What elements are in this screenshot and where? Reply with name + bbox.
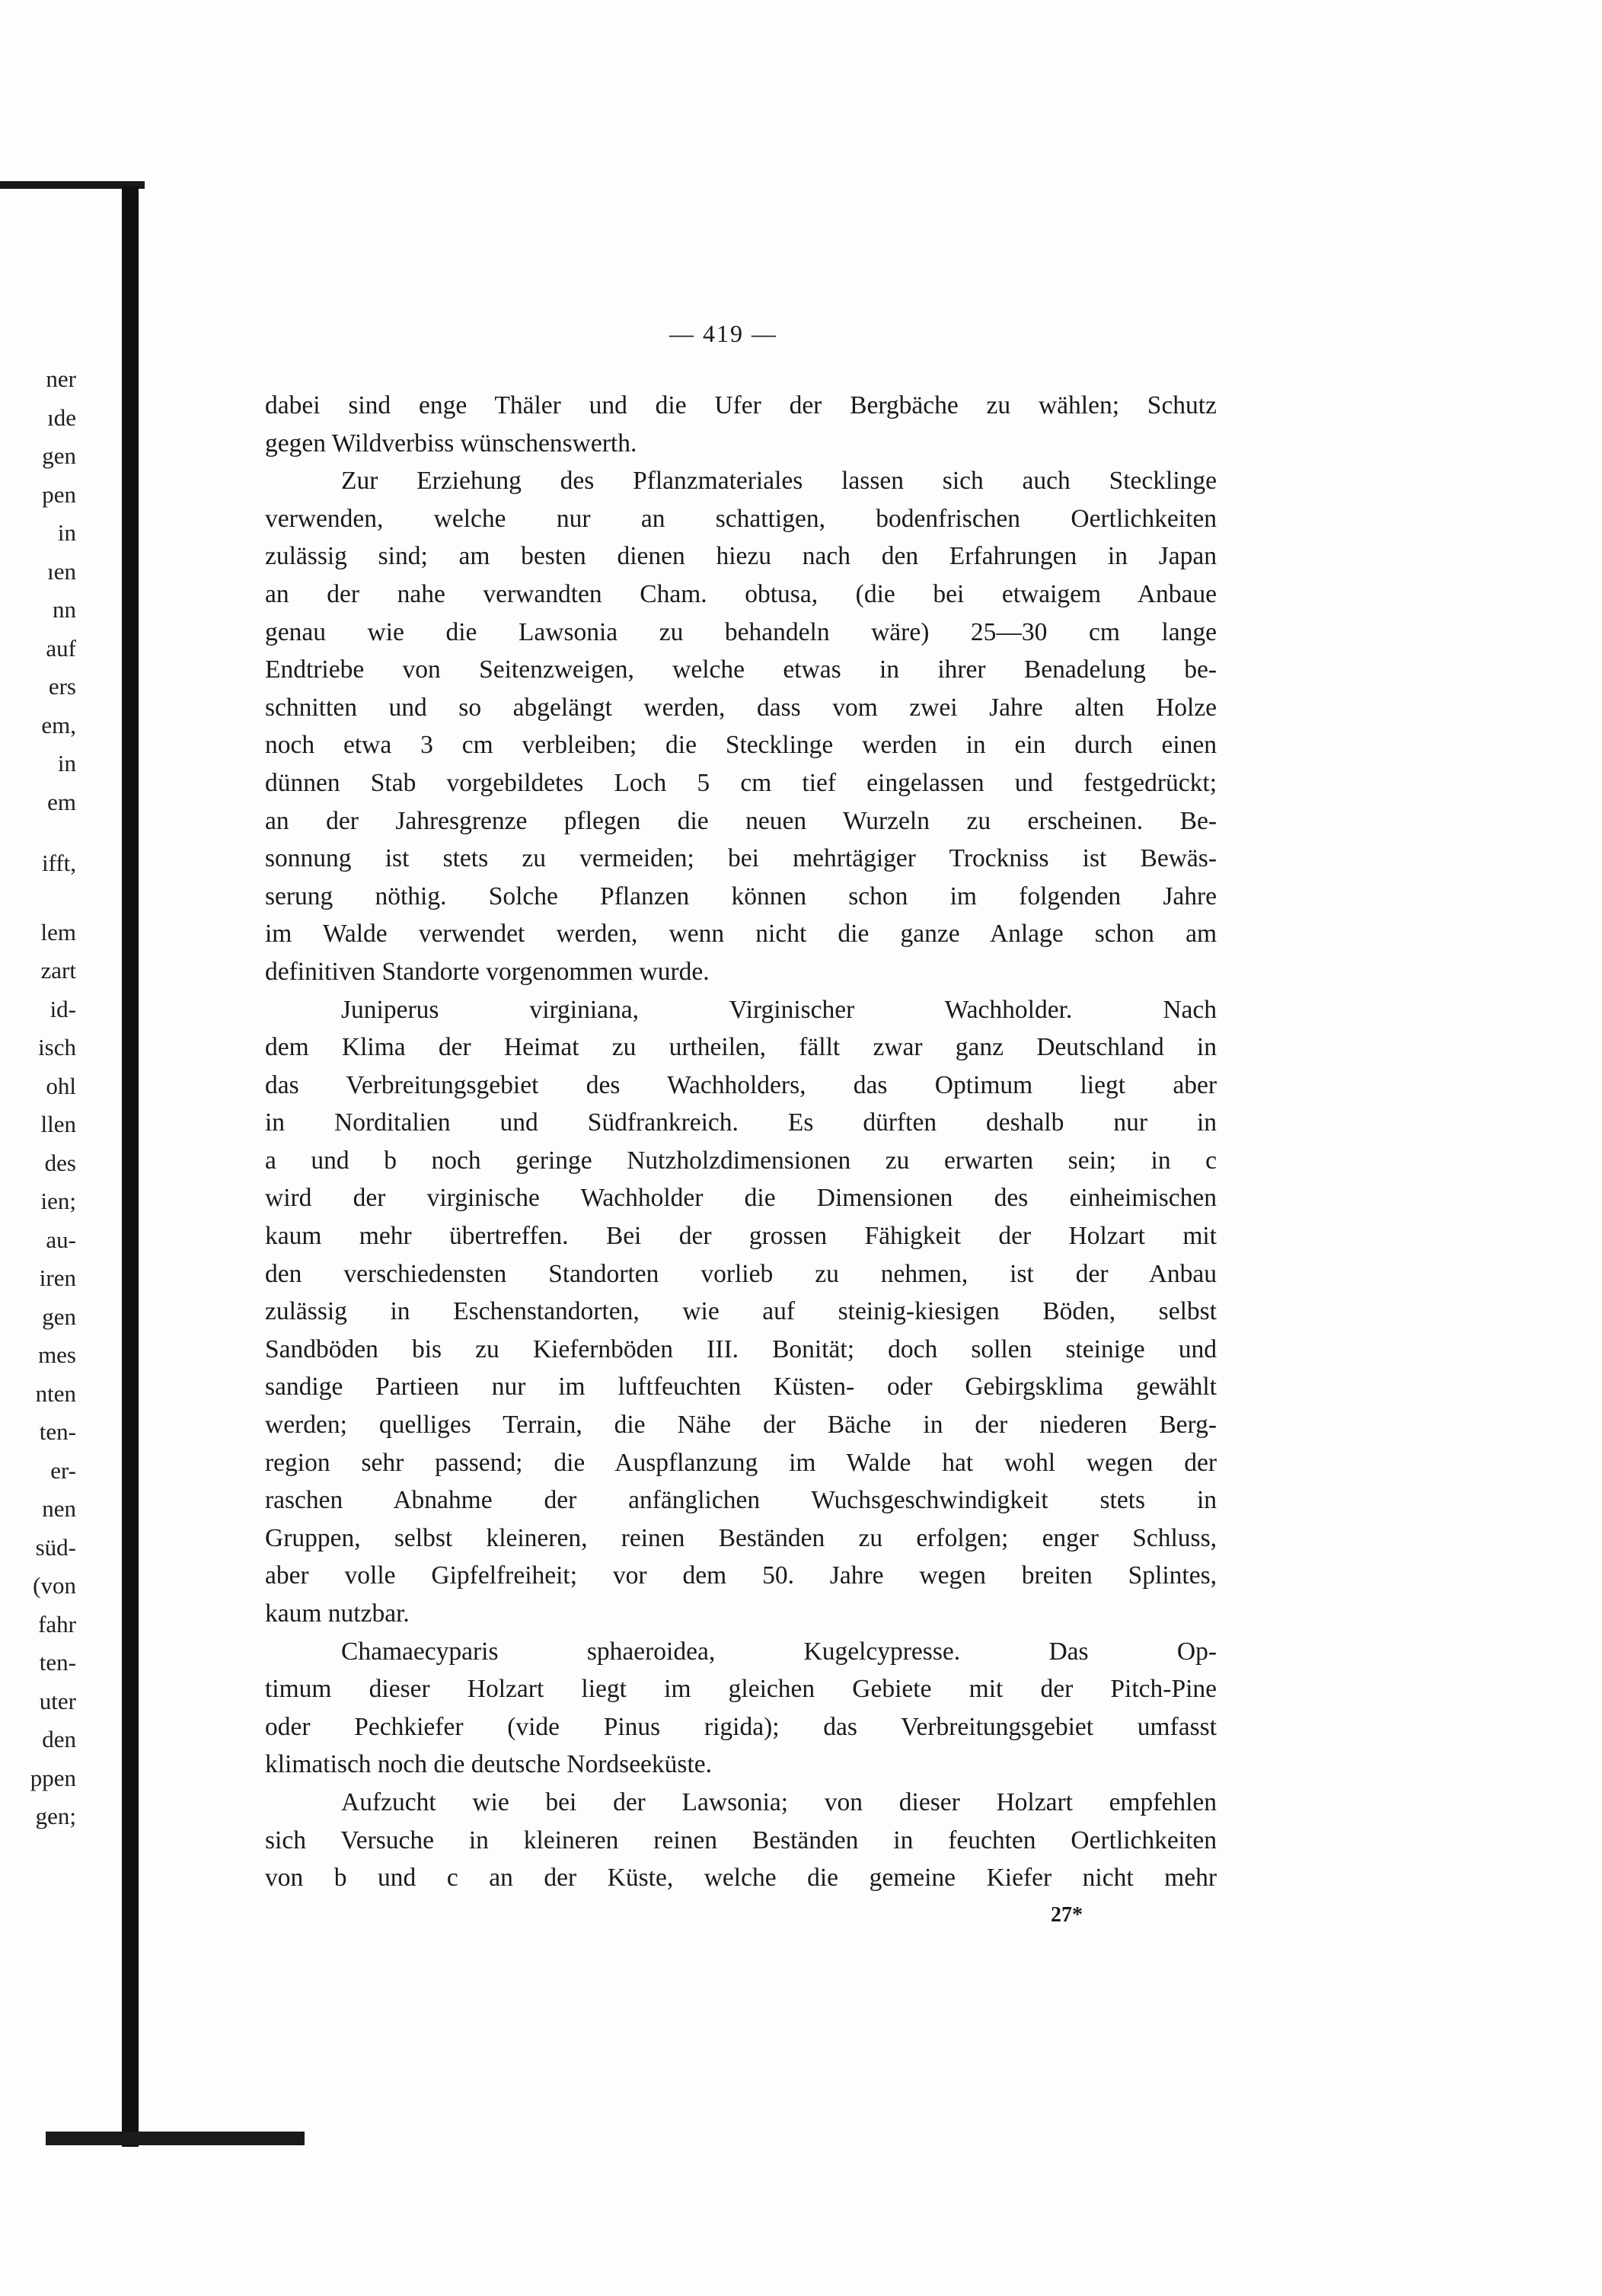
left-page-word: (von xyxy=(33,1572,76,1599)
page-number: — 419 — xyxy=(669,320,777,347)
text-line: im Walde verwendet werden, wenn nicht die ganze Anlage schon am xyxy=(265,920,1217,949)
left-page-word: gen xyxy=(42,1303,76,1330)
left-page-word: ıen xyxy=(47,557,76,585)
left-page-word: fahr xyxy=(38,1610,76,1637)
text-line: zulässig in Eschenstandorten, wie auf steinig-kiesigen Böden, selbst xyxy=(265,1297,1217,1326)
left-page-word: em xyxy=(47,788,76,815)
text-line: dabei sind enge Thäler und die Ufer der Bergbäche zu wählen; Schutz xyxy=(265,391,1217,419)
left-page-word: nten xyxy=(35,1379,76,1407)
text-line: in Norditalien und Südfrankreich. Es dürften deshalb nur in xyxy=(265,1108,1217,1137)
left-page-word: llen xyxy=(40,1111,76,1137)
paragraph xyxy=(265,462,1217,990)
book-spine xyxy=(122,187,139,2147)
left-page-word: lem xyxy=(40,918,76,946)
left-page-word: zart xyxy=(40,957,76,984)
text-line: gegen Wildverbiss wünschenswerth. xyxy=(265,429,637,458)
left-page-word: des xyxy=(44,1149,76,1176)
text-line: Endtriebe von Seitenzweigen, welche etwas in ihrer Benadelung be- xyxy=(265,655,1217,684)
left-page-word: nn xyxy=(53,596,76,623)
text-line: kaum nutzbar. xyxy=(265,1599,410,1628)
paragraph xyxy=(265,387,1217,462)
text-line: zulässig sind; am besten dienen hiezu nach den Erfahrungen in Japan xyxy=(265,542,1217,571)
left-page-word: id- xyxy=(49,995,76,1022)
left-page-word: ner xyxy=(46,365,76,392)
text-line: timum dieser Holzart liegt im gleichen Gebiete mit der Pitch-Pine xyxy=(265,1675,1217,1704)
text-line: sich Versuche in kleineren reinen Beständen in feuchten Oertlichkeiten xyxy=(265,1826,1217,1854)
text-line: den verschiedensten Standorten vorlieb zu nehmen, ist der Anbau xyxy=(265,1259,1217,1288)
left-page-word: nen xyxy=(42,1495,76,1522)
left-page-word: iren xyxy=(39,1264,76,1291)
left-page-word: ten- xyxy=(39,1649,76,1676)
text-line: dem Klima der Heimat zu urtheilen, fällt zwar ganz Deutschland in xyxy=(265,1033,1217,1062)
text-line: werden; quelliges Terrain, die Nähe der Bäche in der niederen Berg- xyxy=(265,1411,1217,1440)
text-line: kaum mehr übertreffen. Bei der grossen Fähigkeit der Holzart mit xyxy=(265,1222,1217,1251)
paragraph xyxy=(265,1633,1217,1784)
text-line: wird der virginische Wachholder die Dimensionen des einheimischen xyxy=(265,1184,1217,1213)
text-line: Sandböden bis zu Kiefernböden III. Bonität; doch sollen steinige und xyxy=(265,1335,1217,1363)
text-line: verwenden, welche nur an schattigen, bodenfrischen Oertlichkeiten xyxy=(265,504,1217,533)
text-line: a und b noch geringe Nutzholzdimensionen zu erwarten sein; in c xyxy=(265,1146,1217,1175)
left-page-word: in xyxy=(57,519,76,546)
left-page-word: in xyxy=(57,750,76,776)
text-line: sonnung ist stets zu vermeiden; bei mehrtägiger Trockniss ist Bewäs- xyxy=(265,844,1217,873)
text-line: an der Jahresgrenze pflegen die neuen Wurzeln zu erscheinen. Be- xyxy=(265,806,1217,835)
left-page-word: gen; xyxy=(35,1803,76,1829)
left-page-word: ıde xyxy=(47,403,76,431)
text-line: oder Pechkiefer (vide Pinus rigida); das Verbreitungsgebiet umfasst xyxy=(265,1712,1217,1741)
text-line: von b und c an der Küste, welche die gemeine Kiefer nicht mehr xyxy=(265,1864,1217,1893)
text-line: Aufzucht wie bei der Lawsonia; von dieser Holzart empfehlen xyxy=(341,1787,1217,1816)
left-page-word: den xyxy=(42,1726,76,1752)
left-page-word: ien; xyxy=(40,1188,76,1214)
text-line: klimatisch noch die deutsche Nordseeküste. xyxy=(265,1750,713,1779)
left-page-word: uter xyxy=(39,1687,76,1714)
text-line: das Verbreitungsgebiet des Wachholders, das Optimum liegt aber xyxy=(265,1070,1217,1099)
text-line: definitiven Standorte vorgenommen wurde. xyxy=(265,957,710,986)
text-line: serung nöthig. Solche Pflanzen können schon im folgenden Jahre xyxy=(265,882,1217,910)
text-line: Chamaecyparis sphaeroidea, Kugelcypresse. Das Op- xyxy=(341,1637,1217,1666)
left-page-word: ohl xyxy=(46,1072,76,1099)
left-page-word: pen xyxy=(42,480,76,508)
left-page-word: gen xyxy=(42,442,76,469)
body-text xyxy=(265,387,1217,1897)
signature-mark: 27* xyxy=(1051,1903,1083,1927)
text-line: genau wie die Lawsonia zu behandeln wäre) 25—30 cm lange xyxy=(265,617,1217,646)
text-line: dünnen Stab vorgebildetes Loch 5 cm tief eingelassen und festgedrückt; xyxy=(265,768,1217,797)
text-line: schnitten und so abgelängt werden, dass vom zwei Jahre alten Holze xyxy=(265,693,1217,722)
left-page-word: au- xyxy=(46,1226,76,1253)
paragraph xyxy=(265,1784,1217,1897)
text-line: raschen Abnahme der anfänglichen Wuchsgeschwindigkeit stets in xyxy=(265,1486,1217,1515)
left-page-word: süd- xyxy=(35,1533,76,1561)
left-page-word: mes xyxy=(38,1341,76,1368)
left-page-word: ers xyxy=(48,673,76,700)
text-line: noch etwa 3 cm verbleiben; die Stecklinge werden in ein durch einen xyxy=(265,731,1217,760)
left-page-word: ifft, xyxy=(41,850,76,876)
text-line: Gruppen, selbst kleineren, reinen Beständen zu erfolgen; enger Schluss, xyxy=(265,1523,1217,1552)
text-line: an der nahe verwandten Cham. obtusa, (die bei etwaigem Anbaue xyxy=(265,579,1217,608)
text-line: sandige Partieen nur im luftfeuchten Küsten- oder Gebirgsklima gewählt xyxy=(265,1373,1217,1402)
left-page-word: isch xyxy=(38,1034,76,1060)
left-page-word: ppen xyxy=(30,1764,76,1791)
bottom-rule xyxy=(46,2132,305,2145)
paragraph xyxy=(265,991,1217,1633)
text-line: Juniperus virginiana, Virginischer Wachholder. Nach xyxy=(341,995,1217,1024)
left-page-word: er- xyxy=(50,1456,76,1484)
text-line: region sehr passend; die Auspflanzung im Walde hat wohl wegen der xyxy=(265,1448,1217,1477)
left-page-word: auf xyxy=(46,634,76,662)
left-page-word: ten- xyxy=(39,1418,76,1445)
left-page-word: em, xyxy=(41,711,76,738)
text-line: aber volle Gipfelfreiheit; vor dem 50. Jahre wegen breiten Splintes, xyxy=(265,1561,1217,1590)
text-line: Zur Erziehung des Pflanzmateriales lassen sich auch Stecklinge xyxy=(341,467,1217,496)
